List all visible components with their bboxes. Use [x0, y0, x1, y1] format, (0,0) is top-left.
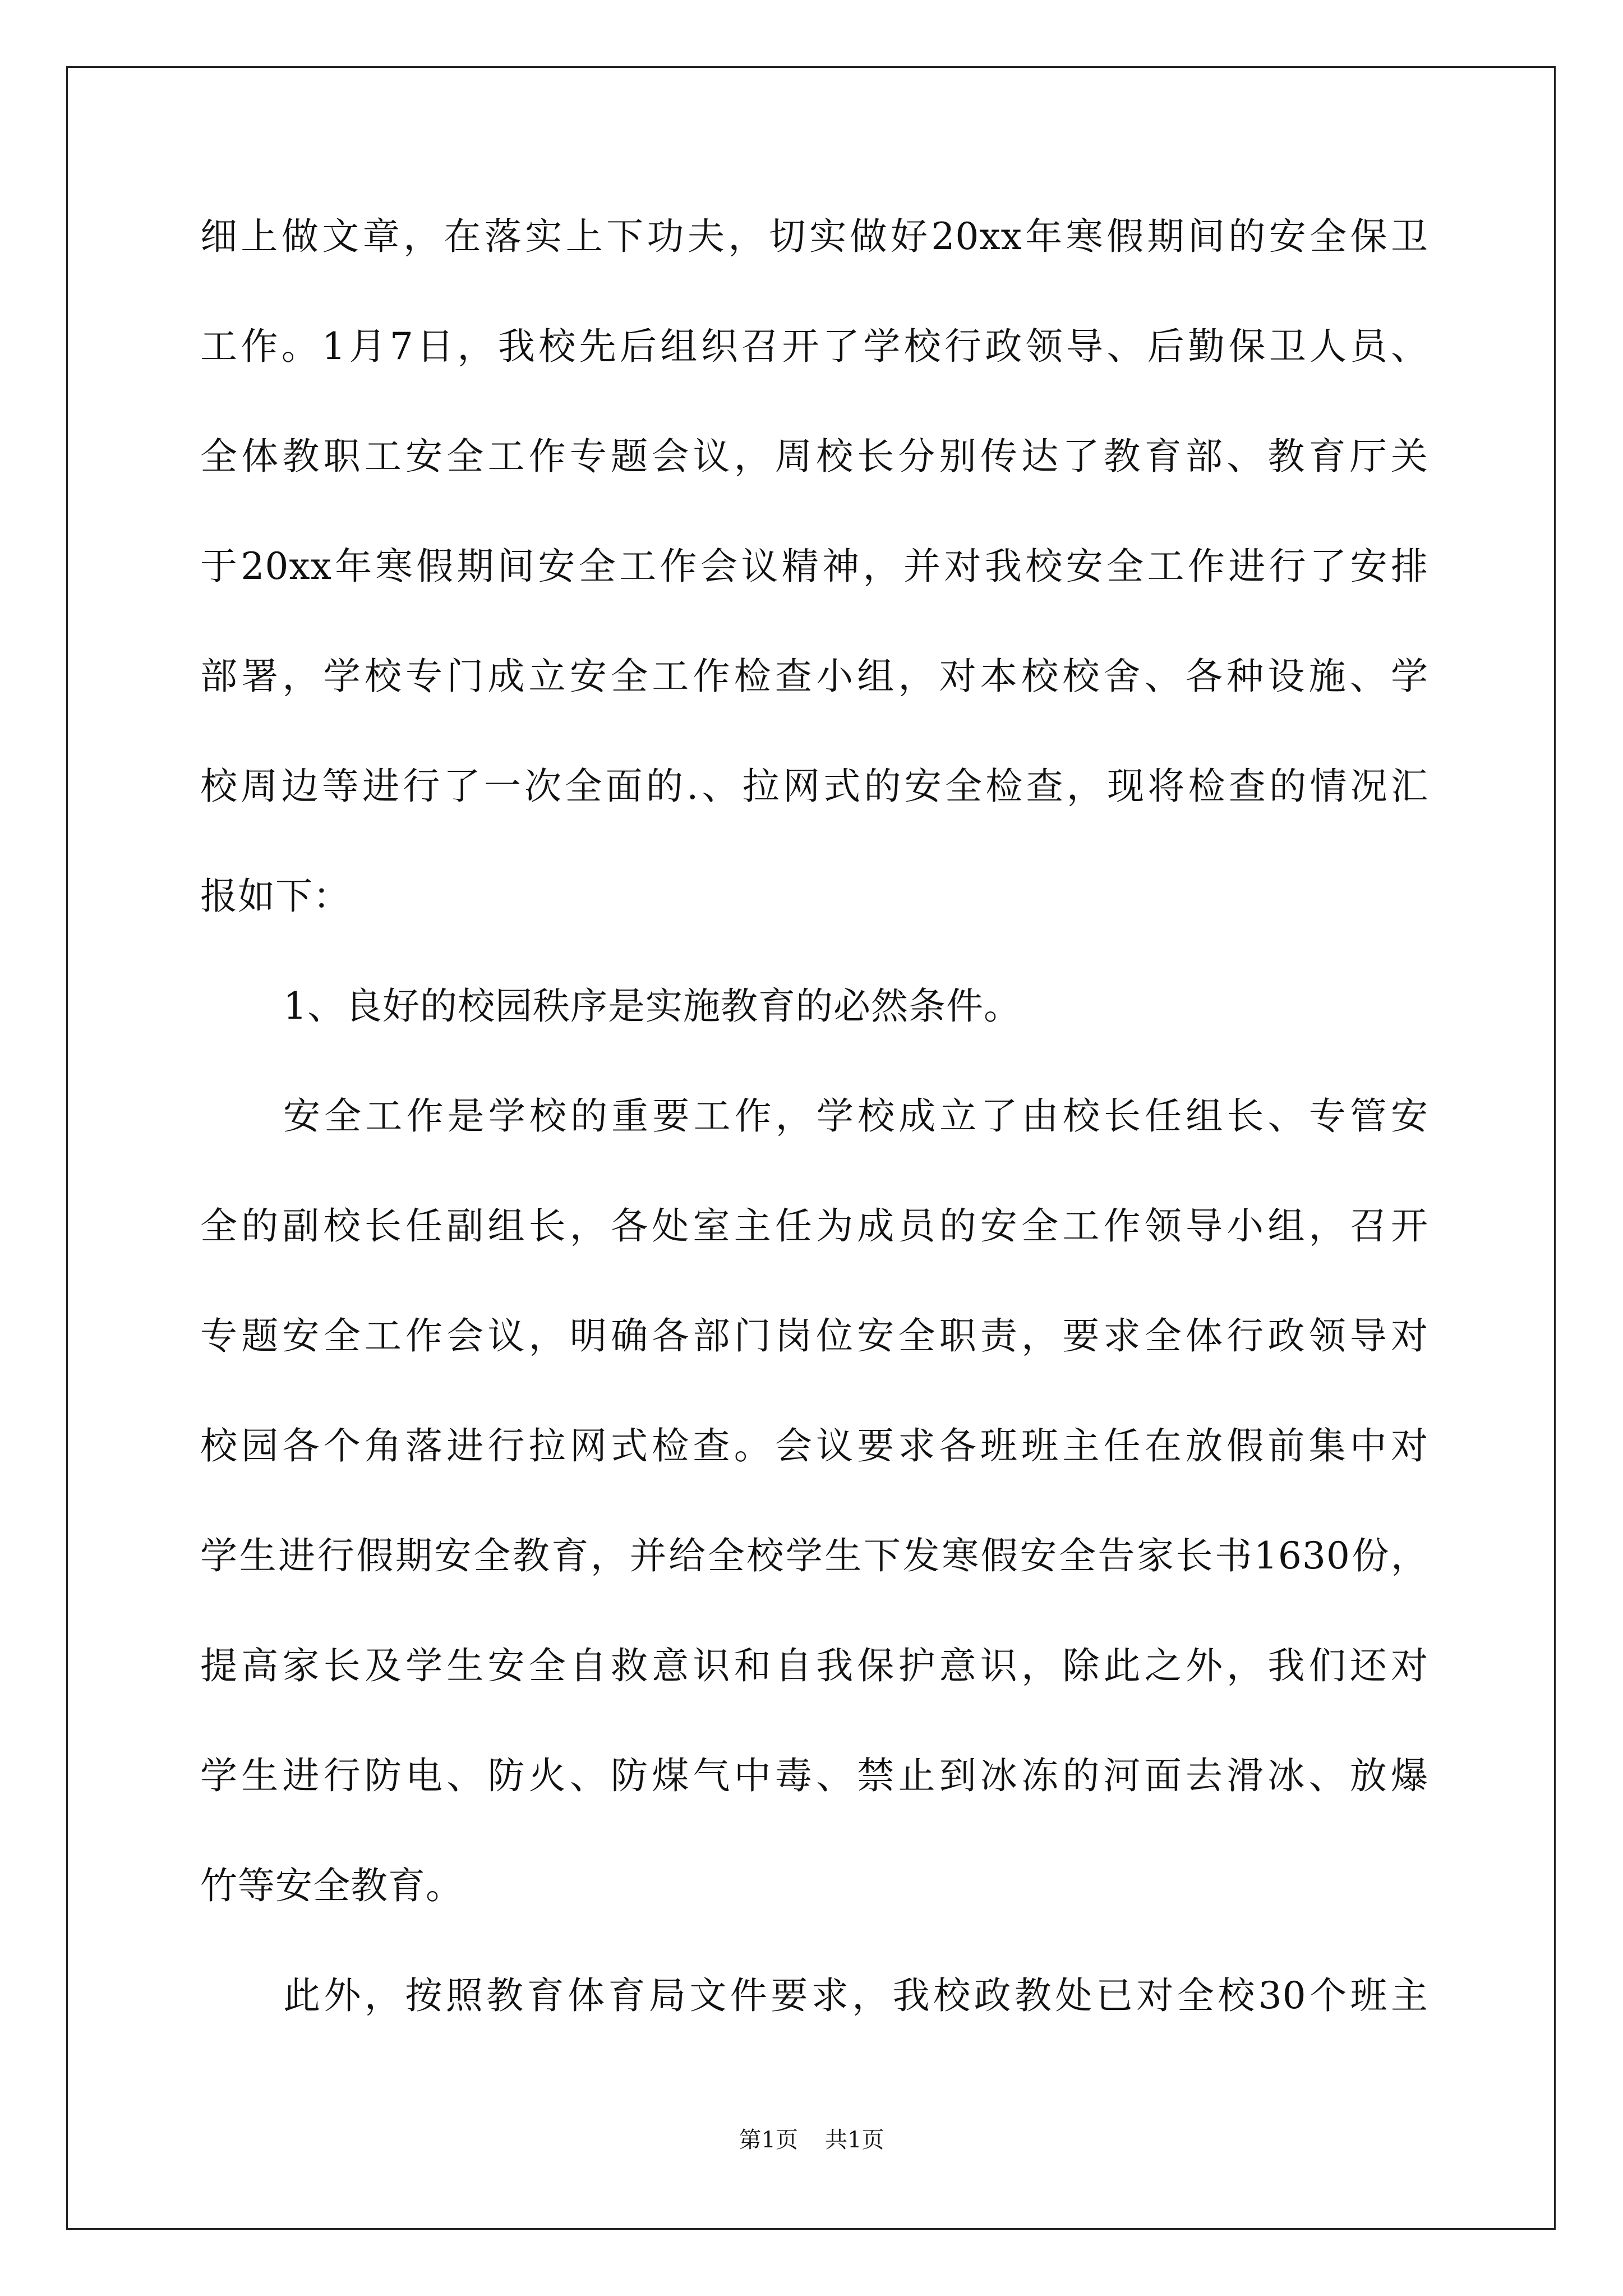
- body-line: 此外，按照教育体育局文件要求，我校政教处已对全校30个班主: [283, 1974, 1428, 2017]
- document-body: [200, 208, 1428, 2077]
- body-line: 全体教职工安全工作专题会议，周校长分别传达了教育部、教育厅关: [200, 435, 1428, 478]
- body-line: 全的副校长任副组长，各处室主任为成员的安全工作领导小组，召开: [200, 1204, 1428, 1248]
- body-line: 细上做文章，在落实上下功夫，切实做好20xx年寒假期间的安全保卫: [200, 215, 1428, 258]
- body-line: 校周边等进行了一次全面的.、拉网式的安全检查，现将检查的情况汇: [200, 765, 1428, 808]
- body-line: 校园各个角落进行拉网式检查。会议要求各班班主任在放假前集中对: [200, 1424, 1428, 1467]
- body-line: 于20xx年寒假期间安全工作会议精神，并对我校安全工作进行了安排: [200, 545, 1428, 588]
- body-line: 报如下：: [200, 875, 351, 918]
- body-line: 提高家长及学生安全自救意识和自我保护意识，除此之外，我们还对: [200, 1644, 1428, 1687]
- body-line: 工作。1月7日，我校先后组织召开了学校行政领导、后勤保卫人员、: [200, 325, 1428, 368]
- body-line: 学生进行防电、防火、防煤气中毒、禁止到冰冻的河面去滑冰、放爆: [200, 1754, 1428, 1797]
- body-line: 学生进行假期安全教育，并给全校学生下发寒假安全告家长书1630份，: [200, 1534, 1428, 1577]
- body-line: 专题安全工作会议，明确各部门岗位安全职责，要求全体行政领导对: [200, 1314, 1428, 1358]
- section-heading: 1、良好的校园秩序是实施教育的必然条件。: [283, 984, 1021, 1028]
- page-total: 共1页: [825, 2127, 884, 2153]
- body-line: 部署，学校专门成立安全工作检查小组，对本校校舍、各种设施、学: [200, 655, 1428, 698]
- page-footer: [0, 2126, 1623, 2154]
- page-number: 第1页: [739, 2127, 798, 2153]
- body-line: 安全工作是学校的重要工作，学校成立了由校长任组长、专管安: [283, 1094, 1428, 1138]
- body-line: 竹等安全教育。: [200, 1864, 463, 1907]
